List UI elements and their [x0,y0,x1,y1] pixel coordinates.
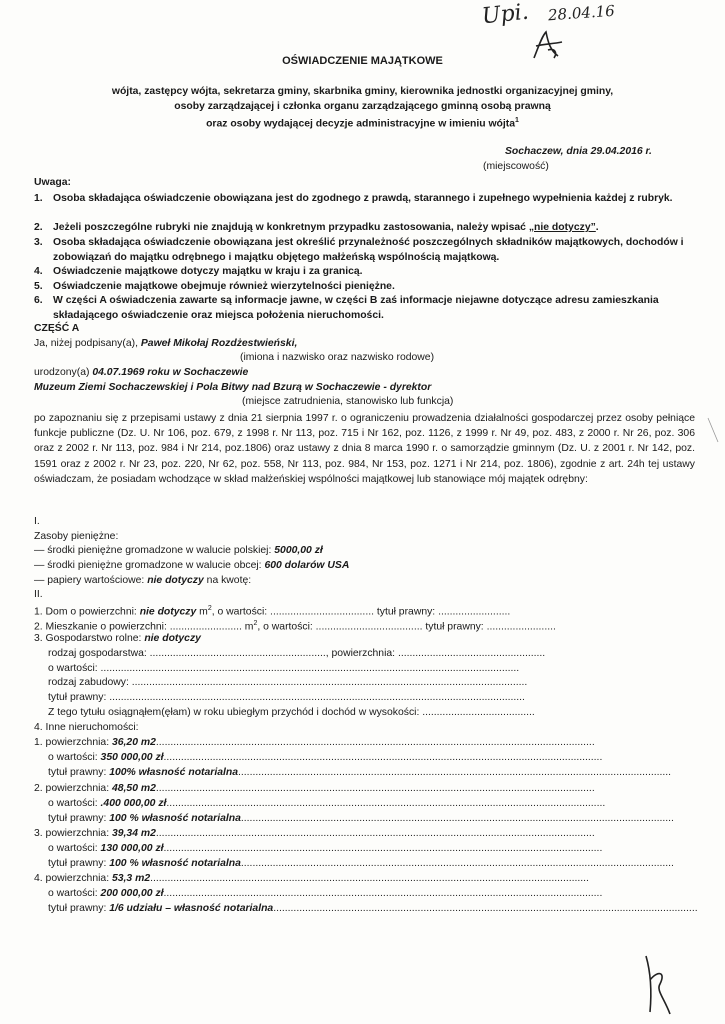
note-text: Osoba składająca oświadczenie obowiązana jest określić przynależność poszczególnych składników majątkowych, dochodów i zobowiązań do majątku odrębnego i majątku objętego małżeńską wspólnością majątkową. [53,237,684,263]
section-1-heading: Zasoby pieniężne: [34,531,119,542]
born-line [34,368,248,378]
property-4-value-line [48,889,602,899]
property-value: 130 000,00 zł [100,843,164,854]
property-value: 200 000,00 zł [100,888,164,899]
note-6 [34,294,694,323]
property-title-label: tytuł prawny: [48,767,110,778]
note-number: 2. [34,222,43,233]
cash-pln-value: 5000,00 zł [274,545,323,556]
property-3-area-line [34,829,595,839]
sq-superscript: 2 [207,605,212,612]
note-quote: „nie dotyczy” [528,222,596,233]
property-area: 48,50 m2 [111,783,156,794]
property-value-label: o wartości: [48,888,101,899]
dot-leader: ........................................................................................................................................................ [163,843,603,854]
property-title: 100% własność notarialna [109,767,239,778]
house-value: nie dotyczy [139,606,197,618]
farm-type-line: rodzaj gospodarstwa: ............................................................., powierzchnia: ................................................... [48,648,546,659]
birth-info: 04.07.1969 roku w Sochaczewie [92,367,249,378]
note-number: 3. [34,237,43,248]
note-text-after: . [595,222,599,233]
note-text-before: Jeżeli poszczególne rubryki nie znajdują w konkretnym przypadku zastosowania, należy wpisać [53,222,529,233]
note-number: 6. [34,295,43,306]
note-4 [34,265,694,280]
note-number: 1. [34,193,43,204]
property-2-title-line [48,814,674,824]
property-4-area-line [34,874,589,884]
securities-suffix: na kwotę: [203,575,252,586]
property-area-label: 2. powierzchnia: [34,783,112,794]
securities-label: — papiery wartościowe: [34,575,148,586]
section-1-numeral: I. [34,516,40,527]
note-1 [34,192,694,207]
property-title-label: tytuł prawny: [48,858,110,869]
margin-mark [706,416,722,446]
legal-basis-paragraph: po zapoznaniu się z przepisami ustawy z dnia 21 sierpnia 1997 r. o ograniczeniu prowadzenia działalności gospodarczej przez osoby pełniące funkcje publiczne (Dz. U. Nr 106, poz. 679, z 1998 r. Nr 113, poz. 715 i Nr 162, poz. 1126, z 1999 r. Nr 49, poz. 483, z 2000 r. Nr 26, poz. 306 oraz z 2002 r. Nr 113, poz. 984 i Nr 214, poz.1806) oraz ustawy z dnia 8 marca 1990 r. o samorządzie gminnym (Dz. U. z 2001 r. Nr 142, poz. 1591 oraz z 2002 r. Nr 23, poz. 220, Nr 62, poz. 558, Nr 113, poz. 984, Nr 153, poz. 1271 i Nr 214, poz. 1806), zgodnie z art. 24h tej ustawy oświadczam, że posiadam wchodzące w skład małżeńskiej wspólności majątkowej lub stanowiące mój majątek odrębny: [34,413,695,485]
note-5 [34,280,694,295]
note-2 [34,221,694,236]
property-area: 36,20 m2 [111,737,156,748]
place-label: (miejscowość) [483,161,549,172]
note-text: Oświadczenie majątkowe dotyczy majątku w kraju i za granicą. [53,266,363,277]
notes-heading: Uwaga: [34,177,71,188]
cash-fx-label: — środki pieniężne gromadzone w walucie obcej: [34,560,265,571]
cash-pln-line [34,546,323,556]
name-line [34,339,297,349]
note-text: Oświadczenie majątkowe obejmuje również wierzytelności pieniężne. [53,281,395,292]
cash-fx-line [34,561,349,571]
securities-value: nie dotyczy [147,575,204,586]
note-text [34,221,694,236]
flat-line [34,620,556,633]
born-prefix: urodzony(a) [34,367,93,378]
employer-label: (miejsce zatrudnienia, stanowisko lub funkcja) [242,396,454,407]
property-1-value-line [48,753,602,763]
house-line [34,605,510,618]
dot-leader: ........................................................................................................................................................ [155,783,595,794]
dot-leader: ................................................................................................................................................... [273,903,698,914]
dot-leader: ........................................................................................................................................................ [155,737,595,748]
dot-leader: ........................................................................................................................................................ [150,873,589,884]
farm-value: nie dotyczy [144,633,201,644]
note-number: 5. [34,281,43,292]
property-value: .400 000,00 zł [100,798,167,809]
property-area: 53,3 m2 [111,873,151,884]
subtitle-line-3-text: oraz osoby wydającej decyzje administracyjne w imieniu wójta [206,118,516,130]
subtitle-line-1: wójta, zastępcy wójta, sekretarza gminy, skarbnika gminy, kierownika jednostki organizacyjnej gminy, [111,86,614,97]
property-3-title-line [48,859,674,869]
property-area-label: 1. powierzchnia: [34,737,112,748]
property-value: 350 000,00 zł [100,752,164,763]
note-3 [34,236,694,265]
document-title: OŚWIADCZENIE MAJĄTKOWE [282,55,443,67]
cash-pln-label: — środki pieniężne gromadzone w walucie polskiej: [34,545,275,556]
dot-leader: ...................................................................................................................................................... [240,858,674,869]
farm-line [34,634,201,644]
property-4-title-line [48,904,698,914]
dot-leader: ...................................................................................................................................................... [240,813,674,824]
property-value-label: o wartości: [48,752,101,763]
note-number: 4. [34,266,43,277]
property-1-title-line [48,768,671,778]
house-rest: , o wartości: .................................... tytuł prawny: ......................... [211,606,511,618]
property-title: 100 % własność notarialna [109,813,241,824]
property-2-area-line [34,784,595,794]
farm-title-line: tytuł prawny: ................................................................................................................................................ [48,692,525,703]
name-label: (imiona i nazwisko oraz nazwisko rodowe) [240,352,435,363]
property-title: 1/6 udziału – własność notarialna [109,903,274,914]
farm-built-line: rodzaj zabudowy: ......................................................................................................................................... [48,677,528,688]
house-label: 1. Dom o powierzchni: [34,606,140,618]
bottom-signature-mark [638,950,678,1020]
property-title: 100 % własność notarialna [109,858,241,869]
property-title-label: tytuł prawny: [48,813,110,824]
flat-label: 2. Mieszkanie o powierzchni: ......................... m [34,621,254,633]
handwritten-date: 28.04.16 [547,1,616,25]
footnote-marker: 1 [515,117,519,124]
dot-leader: ...................................................................................................................................................... [238,767,672,778]
property-value-label: o wartości: [48,798,101,809]
property-area: 39,34 m2 [111,828,156,839]
employer: Muzeum Ziemi Sochaczewskiej i Pola Bitwy nad Bzurą w Sochaczewie - dyrektor [34,382,432,393]
other-properties-heading: 4. Inne nieruchomości: [34,722,139,733]
sq-superscript: 2 [253,620,258,627]
handwritten-initials: Upi. [480,0,530,30]
subtitle-line-2: osoby zarządzającej i członka organu zarządzającego gminną osobą prawną [174,101,551,112]
farm-label: 3. Gospodarstwo rolne: [34,633,145,644]
property-area-label: 3. powierzchnia: [34,828,112,839]
subtitle-line-3 [0,117,725,130]
property-title-label: tytuł prawny: [48,903,110,914]
note-text: W części A oświadczenia zawarte są informacje jawne, w części B zaś informacje niejawne dotyczące adresu zamieszkania składającego oświadczenie oraz miejsca położenia nieruchomości. [53,295,659,321]
house-unit: m [196,606,208,618]
property-area-label: 4. powierzchnia: [34,873,112,884]
place-date: Sochaczew, dnia 29.04.2016 r. [505,146,652,157]
section-2-numeral: II. [34,589,43,600]
name-prefix: Ja, niżej podpisany(a), [34,338,141,349]
securities-line [34,576,251,586]
farm-income-line: Z tego tytułu osiągnąłem(ęłam) w roku ubiegłym przychód i dochód w wysokości: ....................................... [48,707,535,718]
cash-fx-value: 600 dolarów USA [264,560,350,571]
flat-rest: , o wartości: ..................................... tytuł prawny: ........................ [257,621,556,633]
property-value-label: o wartości: [48,843,101,854]
part-a-heading: CZĘŚĆ A [34,323,80,334]
dot-leader: ........................................................................................................................................................ [163,752,603,763]
dot-leader: ........................................................................................................................................................ [166,798,606,809]
farm-value-line: o wartości: ................................................................................................................................................. [48,663,520,674]
note-text: Osoba składająca oświadczenie obowiązana jest do zgodnego z prawdą, starannego i zupełnego wypełnienia każdej z rubryk. [53,193,673,204]
dot-leader: ........................................................................................................................................................ [163,888,603,899]
declarant-name: Paweł Mikołaj Rozdżestwieński, [140,338,298,349]
property-1-area-line [34,738,595,748]
dot-leader: ........................................................................................................................................................ [155,828,595,839]
property-3-value-line [48,844,602,854]
property-2-value-line [48,799,605,809]
